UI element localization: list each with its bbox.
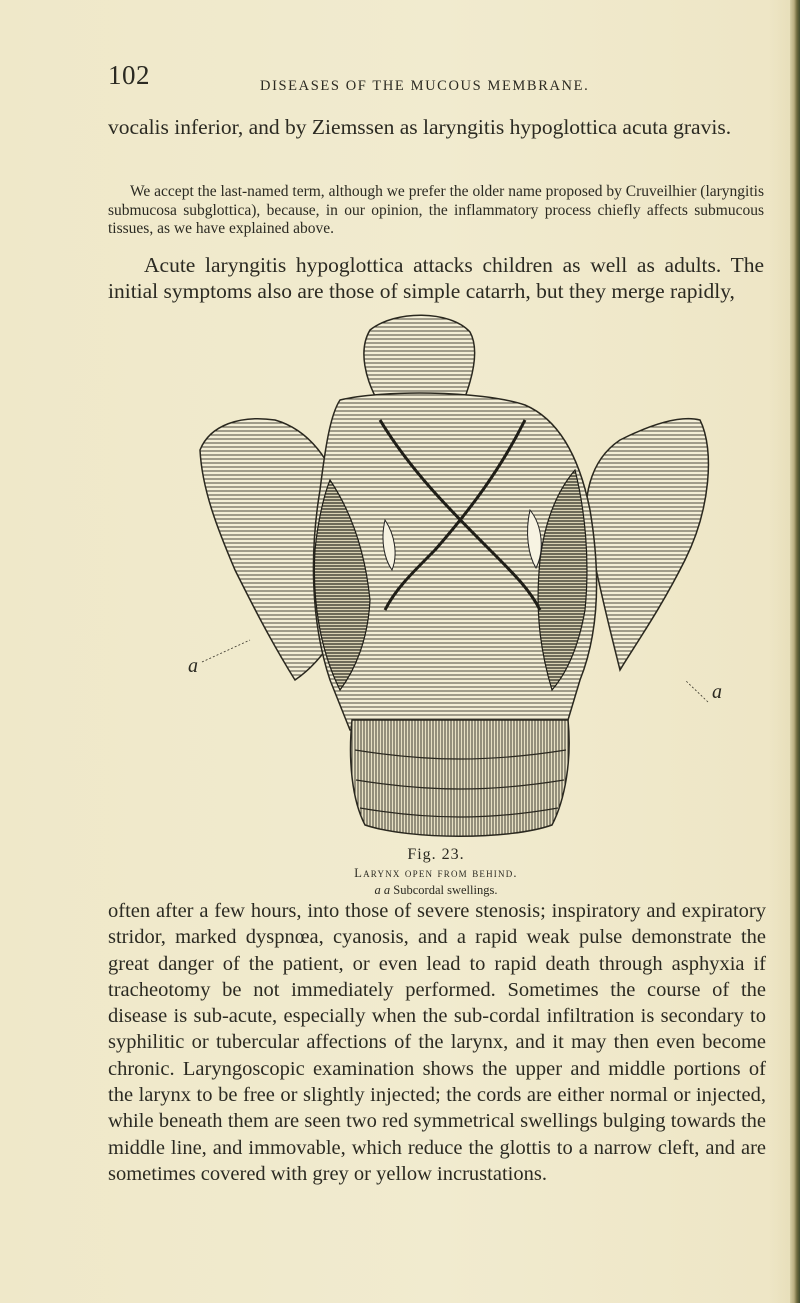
- paragraph-text: Acute laryngitis hypoglottica attacks children as well as adults. The initial symptoms also are those of simple catarrh, but they merge rapidly,: [108, 253, 764, 303]
- note-text: We accept the last-named term, although we prefer the older name proposed by Cruveilhier (laryngitis submucosa subglottica), because, in our opinion, the inflammatory process chiefly affects submucous tissues, as we have explained above.: [108, 183, 764, 237]
- page-number: 102: [108, 60, 150, 90]
- figure-label-left: a: [188, 655, 198, 677]
- figure-number: Fig. 23.: [407, 846, 465, 863]
- running-head: [108, 60, 768, 100]
- larynx-engraving: [180, 310, 740, 850]
- paragraph-continuation: [108, 114, 764, 140]
- figure-legend: [108, 883, 764, 898]
- note-paragraph: [108, 183, 764, 239]
- paragraph-text: often after a few hours, into those of severe stenosis; inspiratory and expiratory stridor, marked dyspnœa, cyanosis, and a rapid weak pulse demonstrate the great danger of the patient, or even lead to rapid death through asphyxia if tracheotomy be not immediately performed. Sometimes the course of the disease is sub-acute, especially when the sub-cordal infiltration is secondary to syphilitic or tubercular affections of the larynx, and it may then even become chronic. Laryngoscopic examination shows the upper and middle portions of the larynx to be free or slightly injected; the cords are either normal or injected, while beneath them are seen two red symmetrical swellings bulging towards the middle line, and immovable, which reduce the glottis to a narrow cleft, and are sometimes covered with grey or yellow incrustations.: [108, 900, 766, 1185]
- paragraph-text: vocalis inferior, and by Ziemssen as laryngitis hypoglottica acuta gravis.: [108, 115, 732, 139]
- paragraph-course: [108, 898, 766, 1187]
- page-edge-shadow: [790, 0, 800, 1303]
- figure-label-right: a: [712, 681, 722, 703]
- larynx-illustration: [180, 310, 740, 850]
- figure-title: Larynx open from behind.: [354, 866, 518, 880]
- paragraph-onset: [108, 252, 764, 304]
- figure-legend-key: a a: [374, 883, 391, 897]
- figure-legend-text: Subcordal swellings.: [393, 883, 498, 897]
- running-head-title: DISEASES OF THE MUCOUS MEMBRANE.: [260, 78, 590, 94]
